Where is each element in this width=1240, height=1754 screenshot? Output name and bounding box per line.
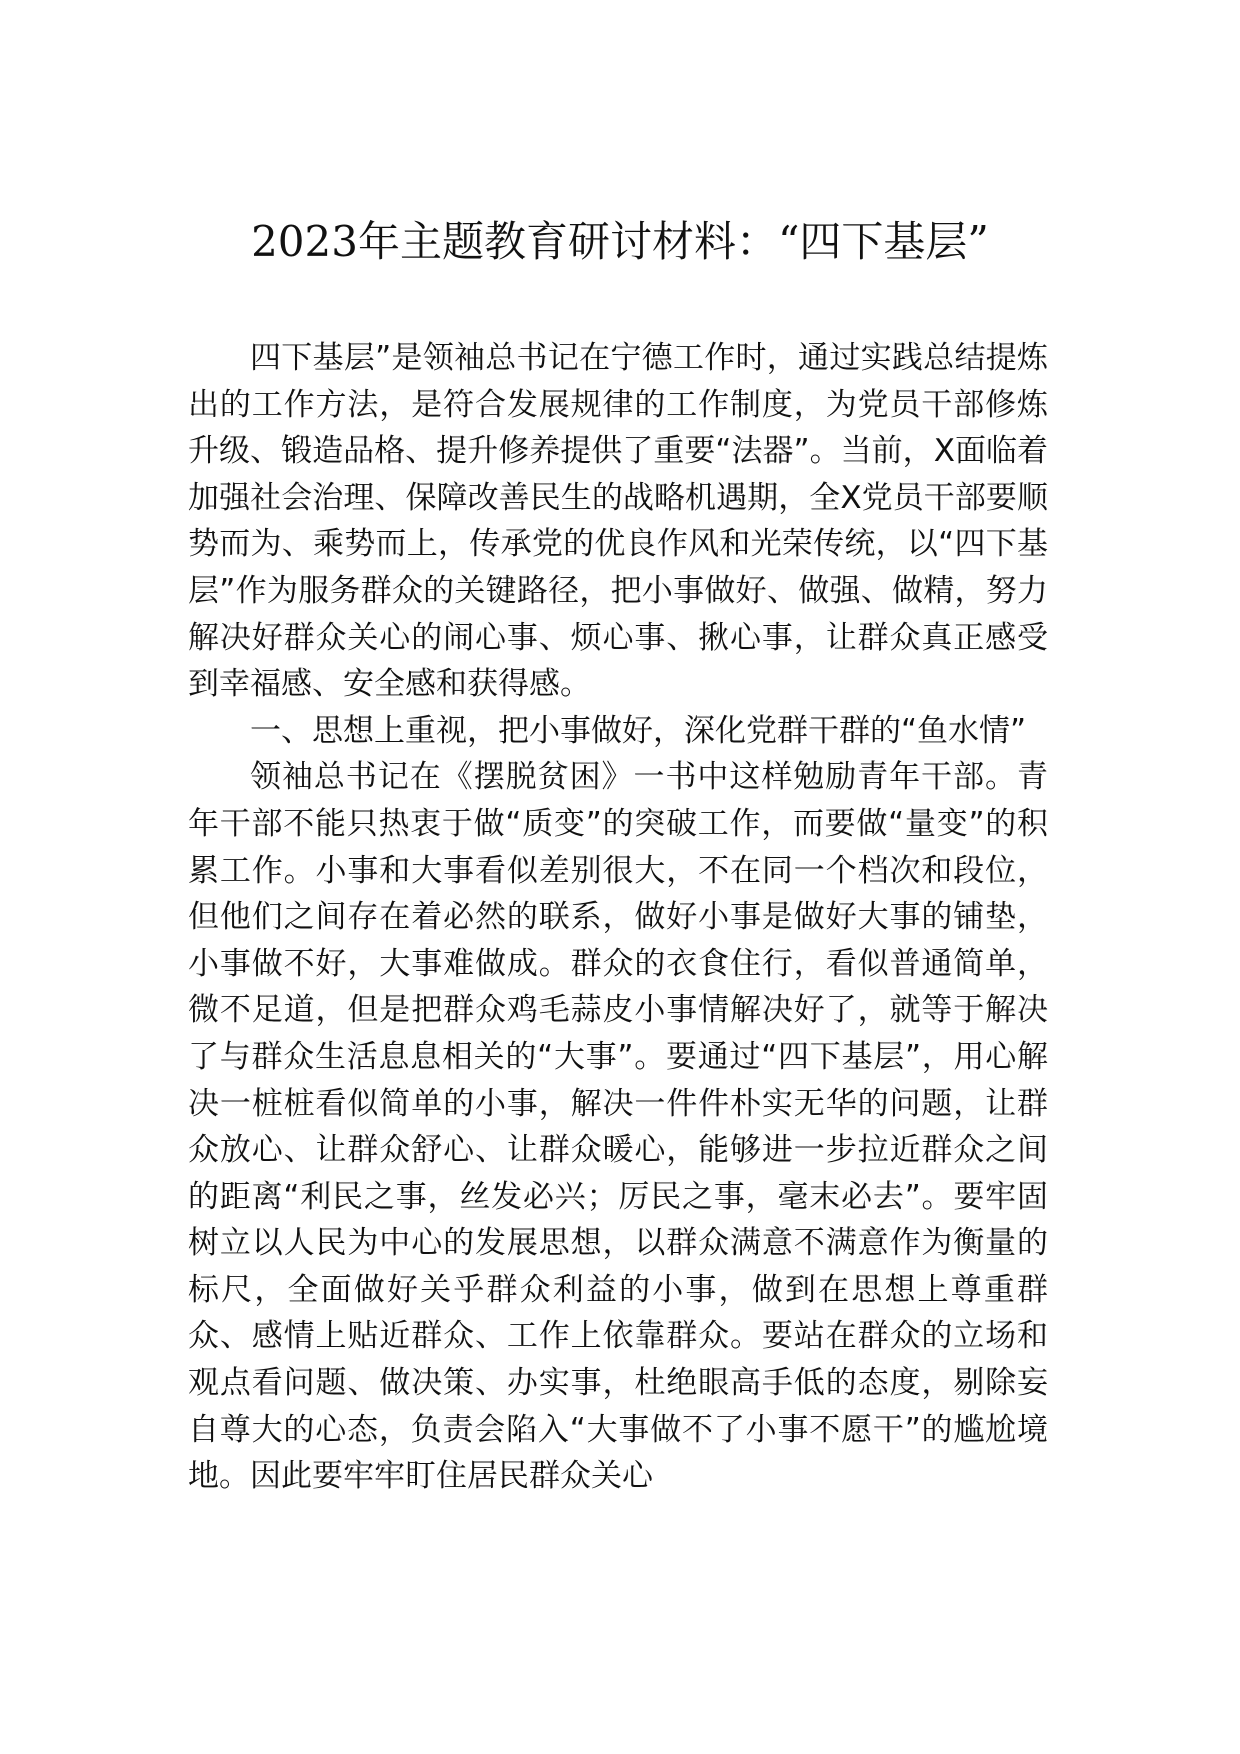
section-heading-1: 一、思想上重视，把小事做好，深化党群干群的“鱼水情” [250, 712, 1027, 749]
document-body [188, 335, 1048, 1500]
intro-paragraph: 四下基层”是领袖总书记在宁德工作时，通过实践总结提炼出的工作方法，是符合发展规律的工作制度，为党员干部修炼升级、锻造品格、提升修养提供了重要“法器”。当前，X面临着加强社会治理、保障改善民生的战略机遇期，全X党员干部要顺势而为、乘势而上，传承党的优良作风和光荣传统，以“四下基层”作为服务群众的关键路径，把小事做好、做强、做精，努力解决好群众关心的闹心事、烦心事、揪心事，让群众真正感受到幸福感、安全感和获得感。 [188, 340, 1048, 703]
document-title: 2023年主题教育研讨材料：“四下基层” [251, 217, 989, 266]
section-1-paragraph: 领袖总书记在《摆脱贫困》一书中这样勉励青年干部。青年干部不能只热衷于做“质变”的突破工作，而要做“量变”的积累工作。小事和大事看似差别很大，不在同一个档次和段位，但他们之间存在着必然的联系，做好小事是做好大事的铺垫，小事做不好，大事难做成。群众的衣食住行，看似普通简单，微不足道，但是把群众鸡毛蒜皮小事情解决好了，就等于解决了与群众生活息息相关的“大事”。要通过“四下基层”，用心解决一桩桩看似简单的小事，解决一件件朴实无华的问题，让群众放心、让群众舒心、让群众暖心，能够进一步拉近群众之间的距离“利民之事，丝发必兴；厉民之事，毫末必去”。要牢固树立以人民为中心的发展思想，以群众满意不满意作为衡量的标尺，全面做好关乎群众利益的小事，做到在思想上尊重群众、感情上贴近群众、工作上依靠群众。要站在群众的立场和观点看问题、做决策、办实事，杜绝眼高手低的态度，剔除妄自尊大的心态，负责会陷入“大事做不了小事不愿干”的尴尬境地。因此要牢牢盯住居民群众关心 [188, 759, 1048, 1495]
